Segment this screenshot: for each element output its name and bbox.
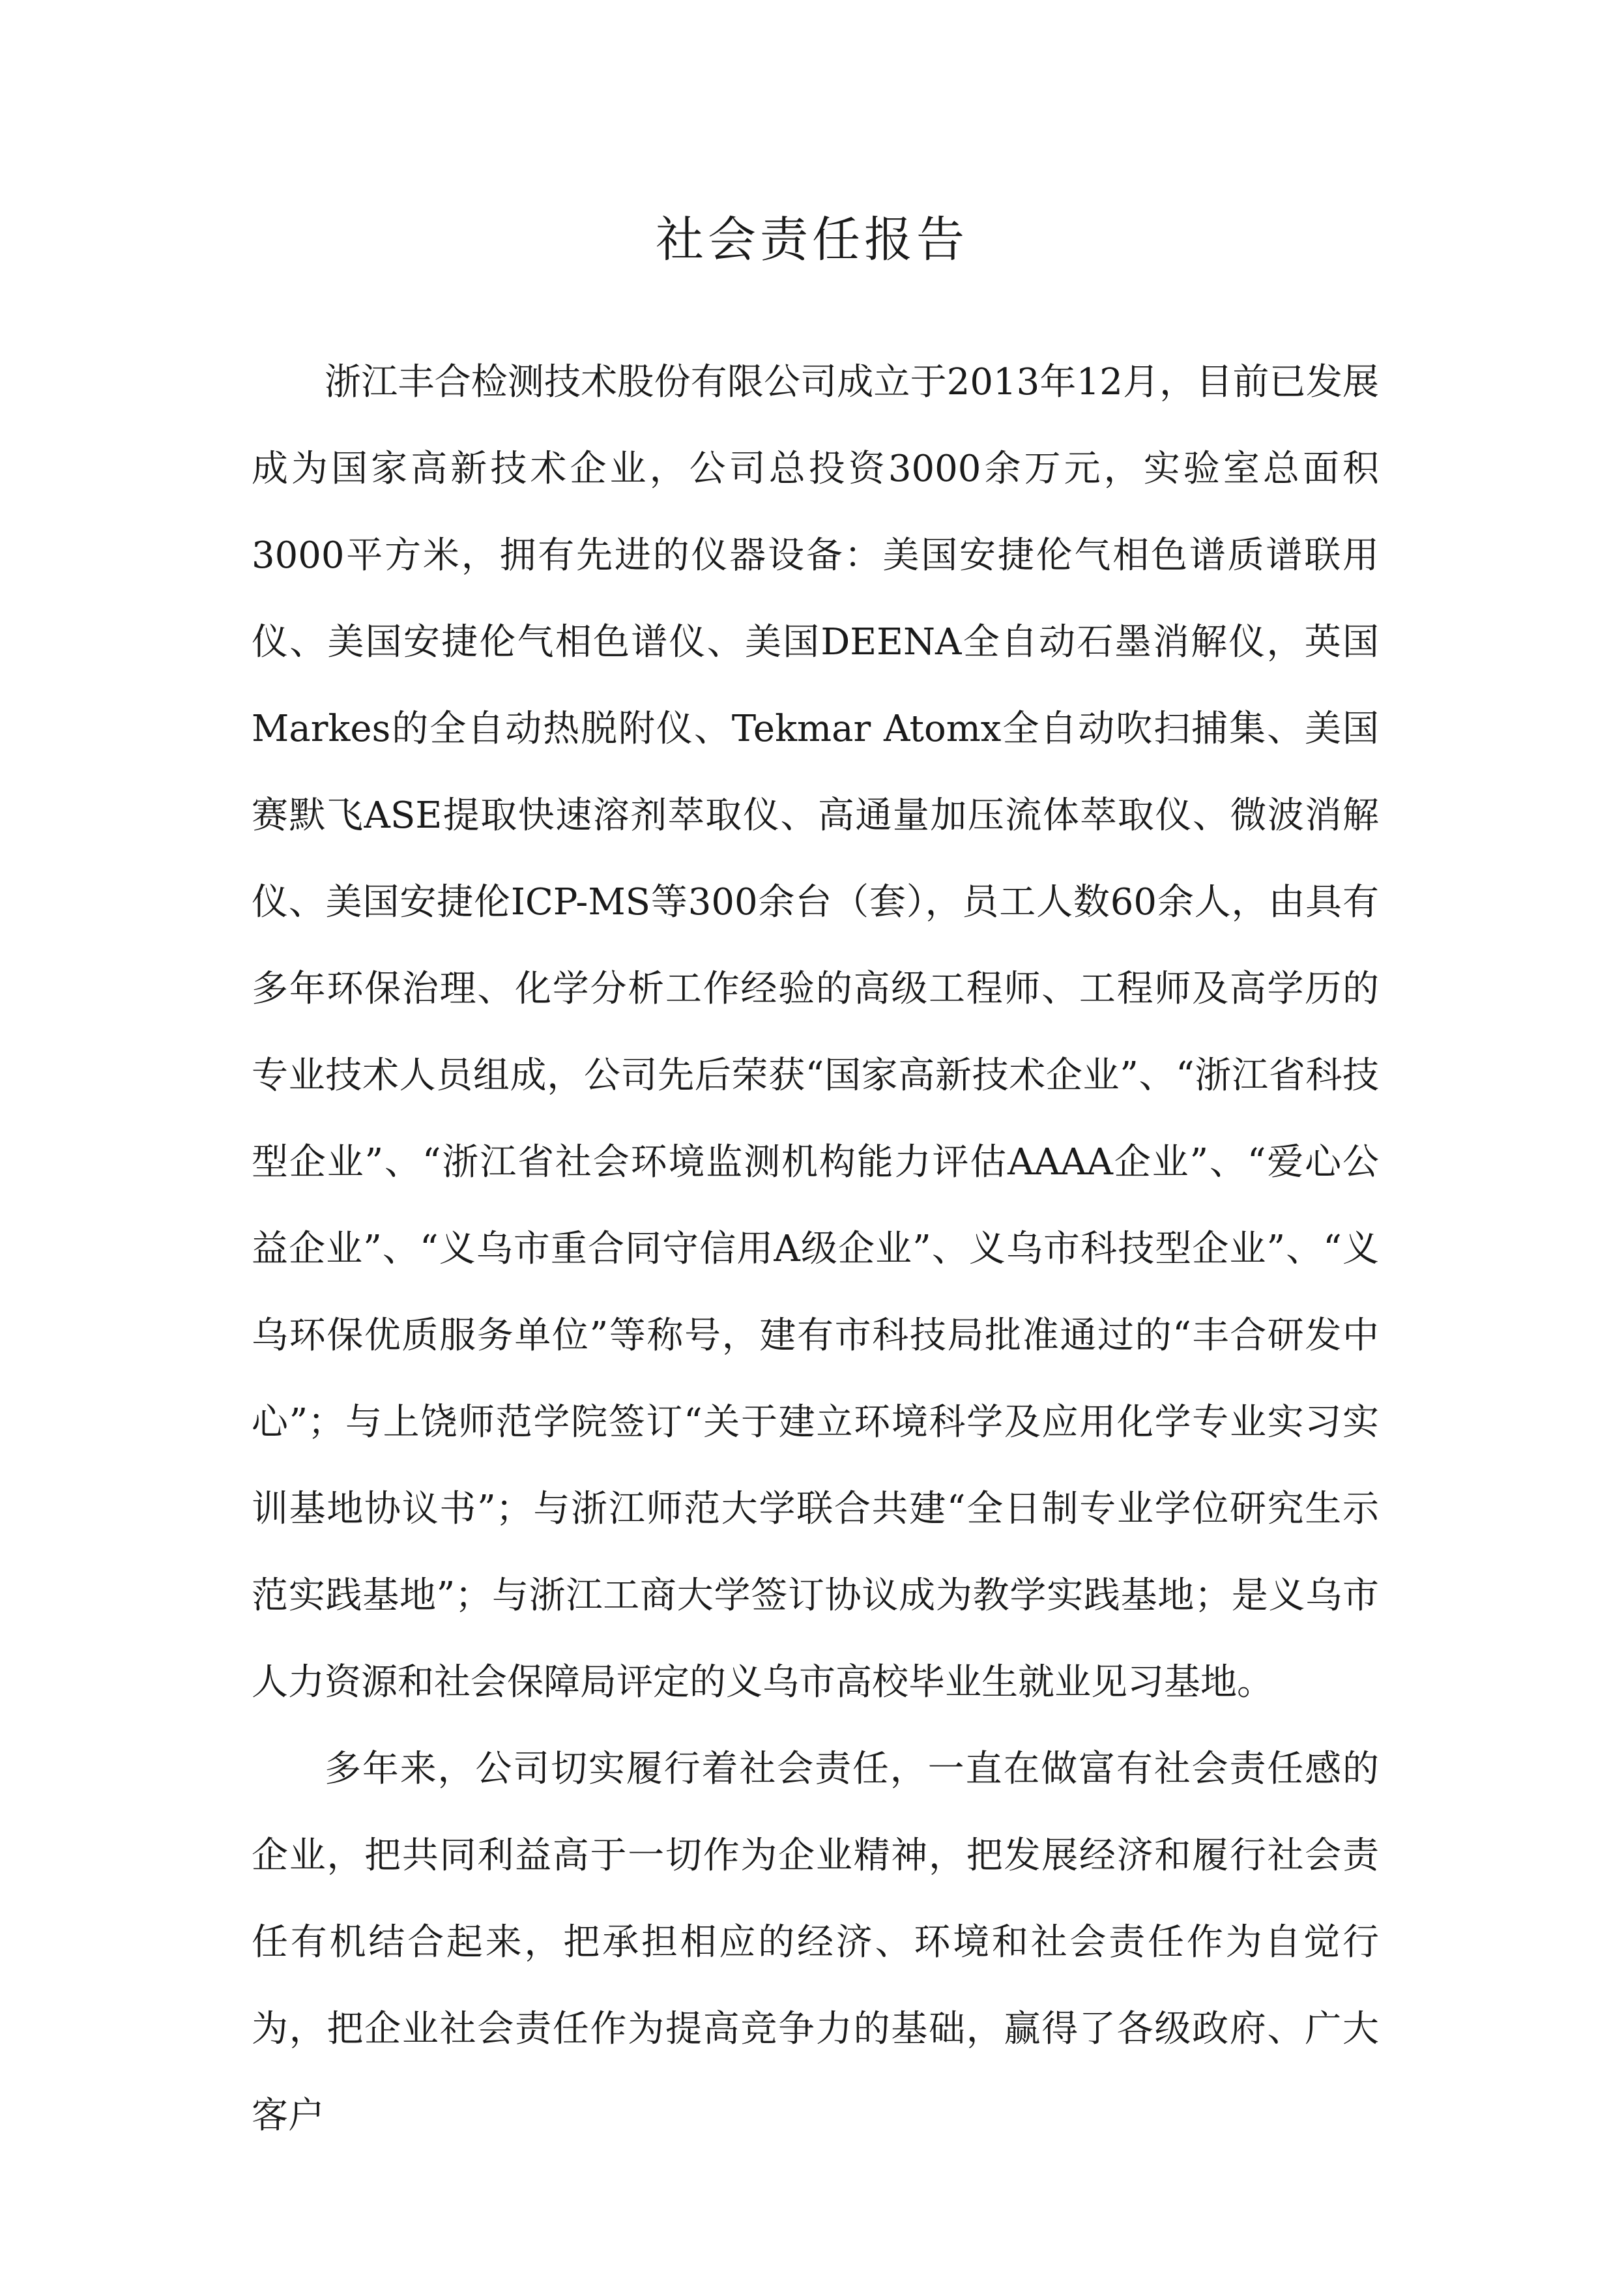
page-title: 社会责任报告 (656, 212, 968, 268)
paragraph-social-responsibility: 多年来，公司切实履行着社会责任，一直在做富有社会责任感的企业，把共同利益高于一切作为企业精神，把发展经济和履行社会责任有机结合起来，把承担相应的经济、环境和社会责任作为自觉行为，把企业社会责任作为提高竞争力的基础，赢得了各级政府、广大客户 (252, 1748, 1379, 2137)
paragraph-company-overview: 浙江丰合检测技术股份有限公司成立于2013年12月，目前已发展成为国家高新技术企业，公司总投资3000余万元，实验室总面积3000平方米，拥有先进的仪器设备：美国安捷伦气相色谱质谱联用仪、美国安捷伦气相色谱仪、美国DEENA全自动石墨消解仪，英国Markes的全自动热脱附仪、Tekmar Atomx全自动吹扫捕集、美国赛默飞ASE提取快速溶剂萃取仪、高通量加压流体萃取仪、微波消解仪、美国安捷伦ICP-MS等300余台（套），员工人数60余人，由具有多年环保治理、化学分析工作经验的高级工程师、工程师及高学历的专业技术人员组成，公司先后荣获“国家高新技术企业”、“浙江省科技型企业”、“浙江省社会环境监测机构能力评估AAAA企业”、“爱心公益企业”、“义乌市重合同守信用A级企业”、义乌市科技型企业”、“义乌环保优质服务单位”等称号，建有市科技局批准通过的“丰合研发中心”；与上饶师范学院签订“关于建立环境科学及应用化学专业实习实训基地协议书”；与浙江师范大学联合共建“全日制专业学位研究生示范实践基地”；与浙江工商大学签订协议成为教学实践基地；是义乌市人力资源和社会保障局评定的义乌市高校毕业生就业见习基地。 (252, 361, 1379, 1704)
document-body (252, 339, 1379, 2159)
